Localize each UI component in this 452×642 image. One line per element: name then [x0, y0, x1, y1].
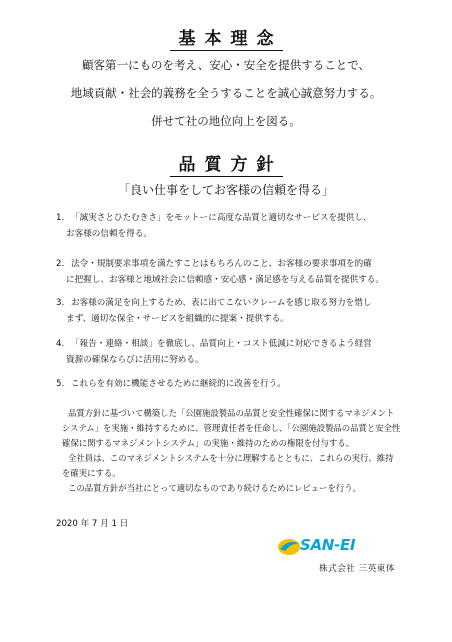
logo-text: SAN-EI	[300, 536, 356, 554]
logo-emblem-icon	[278, 539, 300, 555]
policy-item-5	[56, 377, 416, 393]
item-line: 「誠実さとひたむきさ」をモットーに高度な品質と適切なサービスを提供し、	[71, 213, 372, 223]
note-line: この品質方針が当社にとって適切なものであり続けるためにレビューを行う。	[68, 483, 361, 493]
philosophy-line-1: 顧客第一にものを考え、安心・安全を提供することで、	[82, 58, 370, 72]
note-paragraph-2	[62, 451, 412, 481]
item-line: これらを有効に機能させるために継続的に改善を行う。	[71, 379, 286, 389]
item-number: 4.	[56, 339, 65, 349]
philosophy-line-3: 併せて社の地位向上を図る。	[151, 114, 301, 128]
item-number: 5.	[56, 379, 65, 389]
note-line: を確実にする。	[62, 467, 121, 478]
policy-item-4	[56, 337, 416, 368]
item-line: 「報告・連絡・相談」を徹底し、品質向上・コスト低減に対応できるよう経営	[71, 339, 372, 349]
note-line: システム」を実施・維持するために、管理責任者を任命し、「公園施設製品の品質と安全性	[62, 422, 401, 433]
policy-slogan: 「良い仕事をしてお客様の信頼を得る」	[117, 183, 334, 197]
item-line: 法令・規制要求事項を満たすことはもちろんのこと、お客様の要求事項を的確	[71, 259, 372, 269]
philosophy-title: 基本理念	[0, 24, 452, 49]
policy-item-3	[56, 296, 416, 327]
item-number: 3.	[56, 298, 65, 308]
policy-item-2	[56, 257, 416, 288]
item-line: まず、適切な保全・サービスを組織的に提案・提供する。	[66, 313, 289, 324]
item-line: 資源の確保ならびに活用に努める。	[66, 354, 204, 365]
item-line: お客様の信頼を得る。	[66, 228, 152, 239]
note-paragraph-3	[62, 481, 412, 496]
note-line: 確保に関するマネジメントシステム」の実施・維持のための権限を付与する。	[62, 437, 355, 448]
philosophy-line-2: 地域貢献・社会的義務を全うすることを誠心誠意努力する。	[70, 86, 382, 100]
item-line: お客様の満足を向上するため、表に出てこないクレームを感じ取る努力を惜し	[71, 298, 372, 308]
note-line: 品質方針に基づいて構築した「公園施設製品の品質と安全性確保に関するマネジメント	[68, 408, 395, 418]
policy-title: 品質方針	[0, 150, 452, 175]
item-line: に把握し、お客様と地域社会に信頼感・安心感・満足感を与える品質を提供する。	[66, 274, 384, 285]
note-line: 全社員は、このマネジメントシステムを十分に理解するとともに、これらの実行、維持	[68, 453, 394, 463]
note-paragraph-1	[62, 406, 412, 450]
policy-item-1	[56, 211, 416, 242]
company-name: 株式会社 三英東体	[319, 564, 395, 574]
item-number: 2.	[56, 259, 65, 269]
issue-date: 2020 年 7 月 1 日	[56, 519, 129, 529]
item-number: 1.	[56, 213, 65, 223]
